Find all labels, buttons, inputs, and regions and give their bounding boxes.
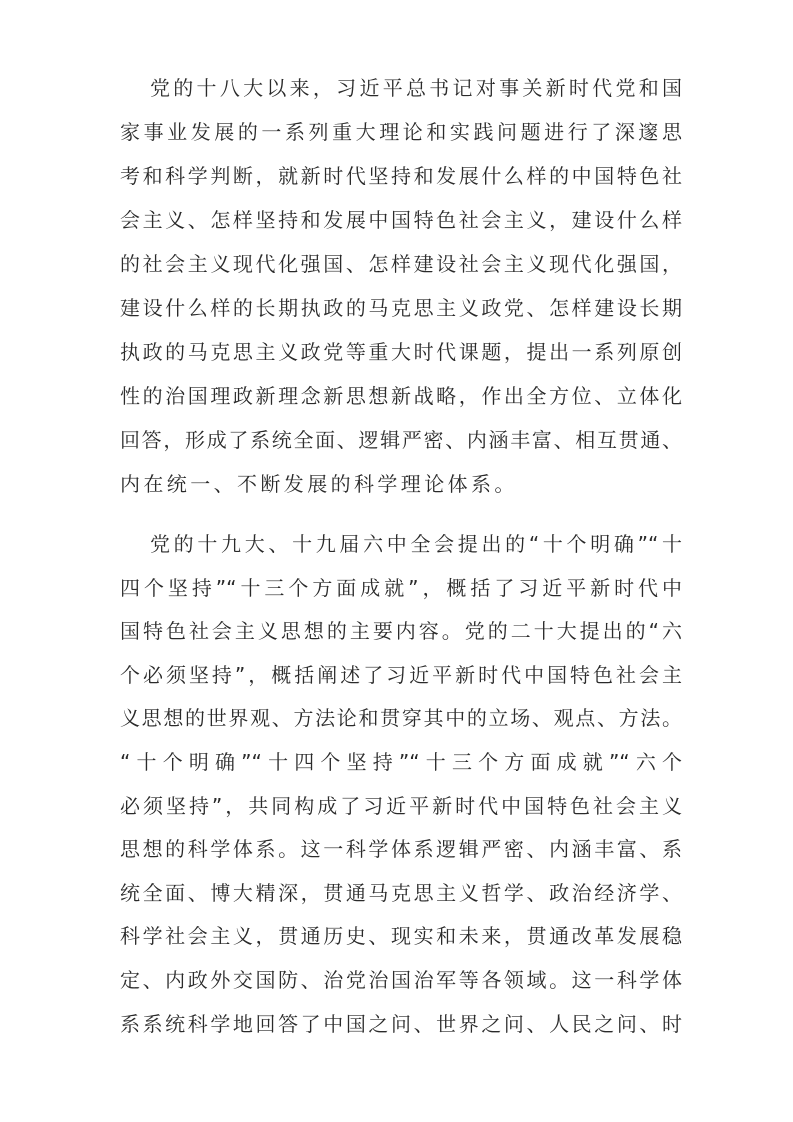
- text-line: 会主义、怎样坚持和发展中国特色社会主义，建设什么样: [120, 208, 682, 232]
- text-line: 考和科学判断，就新时代坚持和发展什么样的中国特色社: [120, 164, 682, 188]
- paragraph-2: [120, 523, 682, 1046]
- text-line: 的社会主义现代化强国、怎样建设社会主义现代化强国，: [120, 252, 682, 276]
- text-line: 家事业发展的一系列重大理论和实践问题进行了深邃思: [120, 120, 682, 144]
- text-line: 义思想的世界观、方法论和贯穿其中的立场、观点、方法。: [120, 706, 682, 731]
- text-line: 科学社会主义，贯通历史、现实和未来，贯通改革发展稳: [120, 924, 682, 949]
- text-line: 思想的科学体系。这一科学体系逻辑严密、内涵丰富、系: [120, 837, 682, 862]
- text-line: 个必须坚持”，概括阐述了习近平新时代中国特色社会主: [120, 662, 682, 687]
- text-line: 国特色社会主义思想的主要内容。党的二十大提出的“六: [120, 619, 682, 644]
- paragraph-1: [120, 66, 682, 506]
- text-line: 党的十九大、十九届六中全会提出的“十个明确”“十: [150, 532, 682, 556]
- text-line: 党的十八大以来，习近平总书记对事关新时代党和国: [150, 76, 682, 100]
- text-line: 四个坚持”“十三个方面成就”，概括了习近平新时代中: [120, 575, 682, 600]
- text-line: “十个明确”“十四个坚持”“十三个方面成就”“六个: [120, 749, 682, 774]
- text-line: 执政的马克思主义政党等重大时代课题，提出一系列原创: [120, 340, 682, 364]
- text-line: 系系统科学地回答了中国之问、世界之问、人民之问、时: [120, 1011, 682, 1036]
- text-line: 定、内政外交国防、治党治国治军等各领域。这一科学体: [120, 967, 682, 992]
- text-line: 建设什么样的长期执政的马克思主义政党、怎样建设长期: [120, 296, 682, 320]
- text-line: 性的治国理政新理念新思想新战略，作出全方位、立体化: [120, 384, 682, 408]
- text-line: 统全面、博大精深，贯通马克思主义哲学、政治经济学、: [120, 880, 682, 905]
- text-line: 内在统一、不断发展的科学理论体系。: [120, 472, 518, 496]
- text-line: 回答，形成了系统全面、逻辑严密、内涵丰富、相互贯通、: [120, 428, 682, 452]
- text-line: 必须坚持”，共同构成了习近平新时代中国特色社会主义: [120, 793, 682, 818]
